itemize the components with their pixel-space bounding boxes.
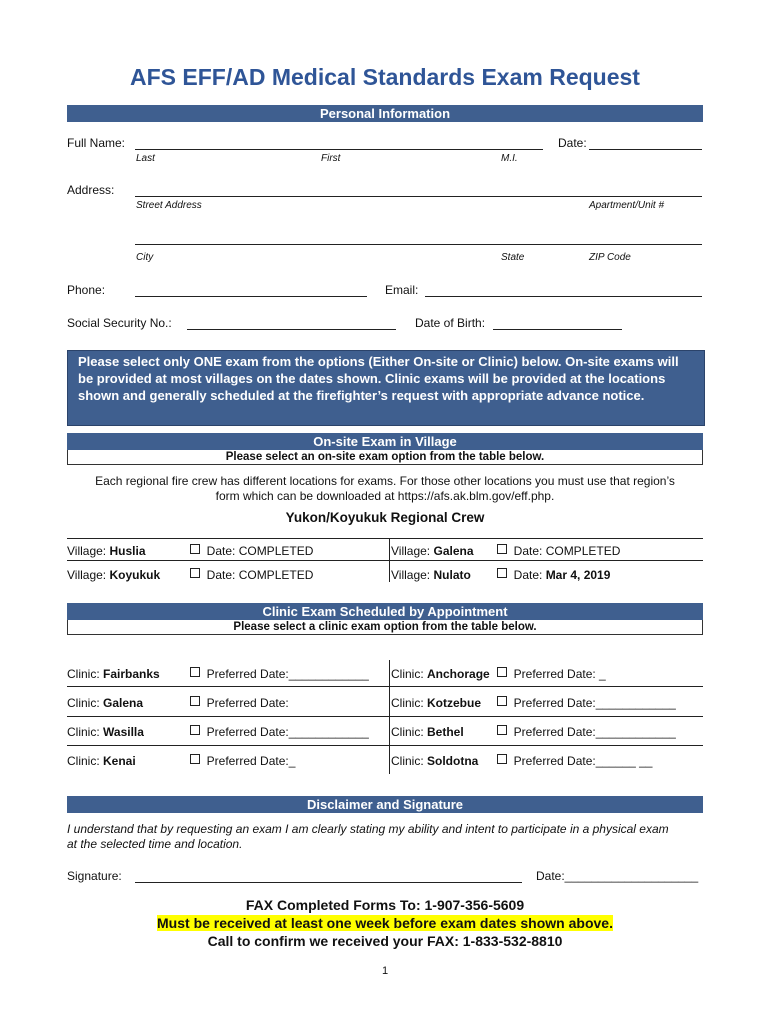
checkbox-icon[interactable] [190,696,200,706]
clinic-row-border-2 [67,716,703,717]
checkbox-icon[interactable] [497,568,507,578]
phone-label: Phone: [67,283,106,297]
clinic-soldotna: Clinic: Soldotna [391,754,479,768]
personal-info-header: Personal Information [67,105,703,122]
crew-title: Yukon/Koyukuk Regional Crew [285,510,485,525]
clinic-option-anchorage[interactable]: Preferred Date: _ [497,667,606,681]
onsite-village-koyukuk: Village: Koyukuk [67,568,161,582]
clinic-row-border-1 [67,686,703,687]
disclaimer-header: Disclaimer and Signature [67,796,703,813]
email-field[interactable] [425,296,702,297]
deadline-notice [0,915,770,931]
date-field[interactable] [589,149,702,150]
exam-selection-notice: Please select only ONE exam from the options (Either On-site or Clinic) below. On-site exams will be provided at most villages on the dates shown. Clinic exams will be provided at the locations shown and generally scheduled at the firefighter’s request with appropriate advance notice. [67,350,705,426]
last-caption: Last [136,153,155,164]
onsite-option-galena[interactable]: Date: COMPLETED [497,544,620,558]
onsite-option-koyukuk[interactable]: Date: COMPLETED [190,568,313,582]
ssn-label: Social Security No.: [67,316,172,330]
clinic-option-kenai[interactable]: Preferred Date:_ [190,754,295,768]
onsite-exam-subheader: Please select an on-site exam option from the table below. [67,450,703,465]
phone-field[interactable] [135,296,367,297]
clinic-kotzebue: Clinic: Kotzebue [391,696,482,710]
onsite-description-line1: Each regional fire crew has different locations for exams. For those other locations you must use that region’s [95,474,675,488]
street-address-field[interactable] [135,196,702,197]
clinic-exam-header: Clinic Exam Scheduled by Appointment [67,603,703,620]
address-label: Address: [67,183,115,197]
signature-date-field[interactable]: Date:____________________ [536,869,699,883]
clinic-option-wasilla[interactable]: Preferred Date:____________ [190,725,369,739]
fax-number: FAX Completed Forms To: 1-907-356-5609 [245,897,525,913]
apt-caption: Apartment/Unit # [589,200,665,211]
disclaimer-text-line2: at the selected time and location. [67,837,243,851]
street-caption: Street Address [136,200,202,211]
clinic-anchorage: Clinic: Anchorage [391,667,490,681]
checkbox-icon[interactable] [190,754,200,764]
onsite-exam-header: On-site Exam in Village [67,433,703,450]
clinic-option-fairbanks[interactable]: Preferred Date:____________ [190,667,369,681]
signature-field[interactable] [135,882,522,883]
clinic-kenai: Clinic: Kenai [67,754,136,768]
confirm-fax-notice: Call to confirm we received your FAX: 1-833-532-8810 [207,933,563,949]
city-state-zip-field[interactable] [135,244,702,245]
state-caption: State [501,252,525,263]
onsite-option-nulato[interactable]: Date: Mar 4, 2019 [497,568,610,582]
clinic-wasilla: Clinic: Wasilla [67,725,144,739]
disclaimer-text-line1: I understand that by requesting an exam I am clearly stating my ability and intent to participate in a physical exam [67,822,669,836]
clinic-table-divider [389,660,390,774]
full-name-field[interactable] [135,149,543,150]
clinic-option-soldotna[interactable]: Preferred Date:______ __ [497,754,652,768]
checkbox-icon[interactable] [497,544,507,554]
clinic-row-border-3 [67,745,703,746]
clinic-option-kotzebue[interactable]: Preferred Date:____________ [497,696,676,710]
checkbox-icon[interactable] [190,667,200,677]
first-caption: First [321,153,341,164]
zip-caption: ZIP Code [589,252,631,263]
clinic-exam-subheader: Please select a clinic exam option from the table below. [67,620,703,635]
onsite-description-line2: form which can be downloaded at https://afs.ak.blm.gov/eff.php. [215,489,555,503]
signature-label: Signature: [67,869,122,883]
clinic-galena: Clinic: Galena [67,696,144,710]
page-number: 1 [381,965,389,977]
onsite-option-huslia[interactable]: Date: COMPLETED [190,544,313,558]
clinic-bethel: Clinic: Bethel [391,725,464,739]
onsite-table-divider [389,538,390,582]
dob-label: Date of Birth: [415,316,486,330]
date-label: Date: [558,136,587,150]
deadline-highlight: Must be received at least one week before exam dates shown above. [157,915,613,931]
email-label: Email: [385,283,419,297]
checkbox-icon[interactable] [497,725,507,735]
dob-field[interactable] [493,329,622,330]
onsite-table-top-border [67,538,703,539]
checkbox-icon[interactable] [497,667,507,677]
onsite-village-nulato: Village: Nulato [391,568,471,582]
ssn-field[interactable] [187,329,396,330]
city-caption: City [136,252,154,263]
onsite-table-mid-border [67,560,703,561]
clinic-option-bethel[interactable]: Preferred Date:____________ [497,725,676,739]
checkbox-icon[interactable] [190,725,200,735]
clinic-fairbanks: Clinic: Fairbanks [67,667,160,681]
mi-caption: M.I. [501,153,518,164]
onsite-village-galena: Village: Galena [391,544,474,558]
checkbox-icon[interactable] [190,568,200,578]
full-name-label: Full Name: [67,136,126,150]
checkbox-icon[interactable] [497,754,507,764]
checkbox-icon[interactable] [190,544,200,554]
clinic-option-galena[interactable]: Preferred Date: [190,696,289,710]
page-title: AFS EFF/AD Medical Standards Exam Request [130,64,640,90]
checkbox-icon[interactable] [497,696,507,706]
onsite-village-huslia: Village: Huslia [67,544,146,558]
